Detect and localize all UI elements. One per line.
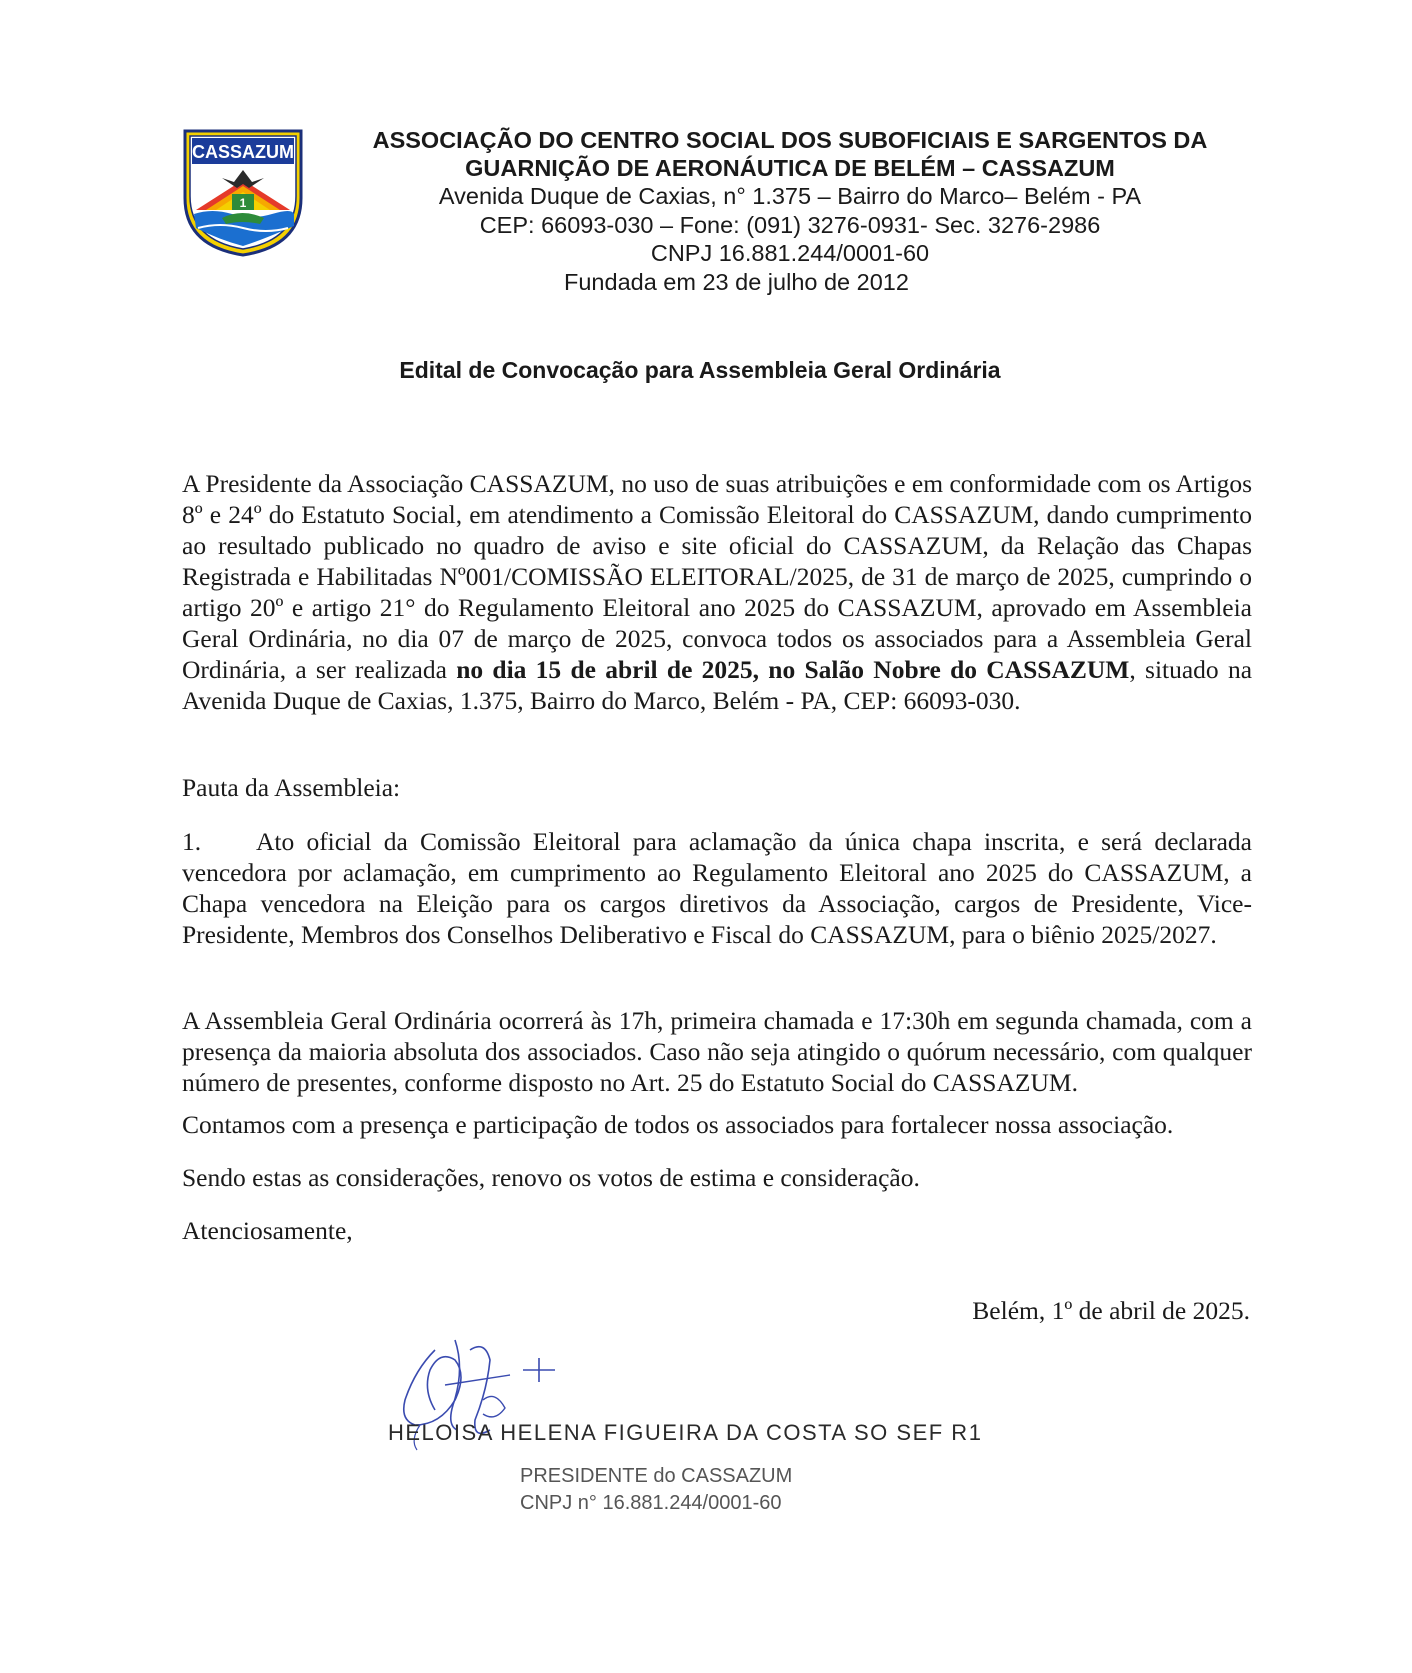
intro-text: A Presidente da Associação CASSAZUM, no uso de suas atribuições e em conformidade com os Artigos 8º e 24º do Estatuto Social, em atendimento a Comissão Eleitoral do CASSAZUM, dando cumprimento ao resultado publicado no quadro de aviso e site oficial do CASSAZUM, da Relação das Chapas Registrada e Habilitadas Nº001/COMISSÃO ELEITORAL/2025, de 31 de março de 2025, cumprindo o artigo 20º e artigo 21° do Regulamento Eleitoral ano 2025 do CASSAZUM, aprovado em Assembleia Geral Ordinária, no dia 07 de março de 2025, convoca todos os associados para a Assembleia Geral Ordinária, a ser realizada [182,469,1252,684]
intro-bold: no dia 15 de abril de 2025, no Salão Nobre do CASSAZUM [456,655,1130,684]
handwritten-signature [395,1330,595,1470]
org-contact: CEP: 66093-030 – Fone: (091) 3276-0931- Sec. 3276-2986 [479,211,1101,238]
org-name-line-2: GUARNIÇÃO DE AERONÁUTICA DE BELÉM – CASSAZUM [465,155,1115,181]
signatory-role: PRESIDENTE do CASSAZUM [520,1465,793,1487]
agenda-label: Pauta da Assembleia: [182,773,401,802]
closing-paragraph-1: Contamos com a presença e participação de todos os associados para fortalecer nossa associação. [182,1110,1174,1139]
sign-off: Atenciosamente, [182,1216,353,1245]
intro-paragraph [182,468,1252,716]
document-title: Edital de Convocação para Assembleia Geral Ordinária [399,357,1001,383]
org-name-line-1: ASSOCIAÇÃO DO CENTRO SOCIAL DOS SUBOFICIAIS E SARGENTOS DA [372,127,1208,153]
schedule-paragraph: A Assembleia Geral Ordinária ocorrerá às 17h, primeira chamada e 17:30h em segunda chamada, com a presença da maioria absoluta dos associados. Caso não seja atingido o quórum necessário, com qualquer número de presentes, conforme disposto no Art. 25 do Estatuto Social do CASSAZUM. [182,1006,1252,1097]
signatory-name: HELOISA HELENA FIGUEIRA DA COSTA SO SEF R1 [388,1420,983,1445]
letterhead [330,126,1250,296]
place-date: Belém, 1º de abril de 2025. [972,1296,1250,1325]
closing-paragraph-2: Sendo estas as considerações, renovo os votos de estima e consideração. [182,1163,920,1192]
org-cnpj: CNPJ 16.881.244/0001-60 [650,240,930,266]
logo-text: CASSAZUM [192,142,294,162]
signatory-stamp [520,1463,792,1517]
intro-tail: , situado na Avenida Duque de Caxias, 1.375, Bairro do Marco, Belém - PA, CEP: 66093-030. [182,655,1253,715]
signatory-cnpj: CNPJ n° 16.881.244/0001-60 [520,1492,782,1514]
agenda-item-number: 1. [182,827,202,856]
org-address: Avenida Duque de Caxias, n° 1.375 – Bairro do Marco– Belém - PA [438,183,1142,209]
agenda-item [182,826,1252,950]
org-founded: Fundada em 23 de julho de 2012 [564,268,909,295]
logo-number: 1 [239,196,247,210]
cassazum-logo [182,128,304,258]
agenda-item-text: Ato oficial da Comissão Eleitoral para aclamação da única chapa inscrita, e será declarada vencedora por aclamação, em cumprimento ao Regulamento Eleitoral ano 2025 do CASSAZUM, a Chapa vencedora na Eleição para os cargos diretivos da Associação, cargos de Presidente, Vice-Presidente, Membros dos Conselhos Deliberativo e Fiscal do CASSAZUM, para o biênio 2025/2027. [182,827,1252,949]
